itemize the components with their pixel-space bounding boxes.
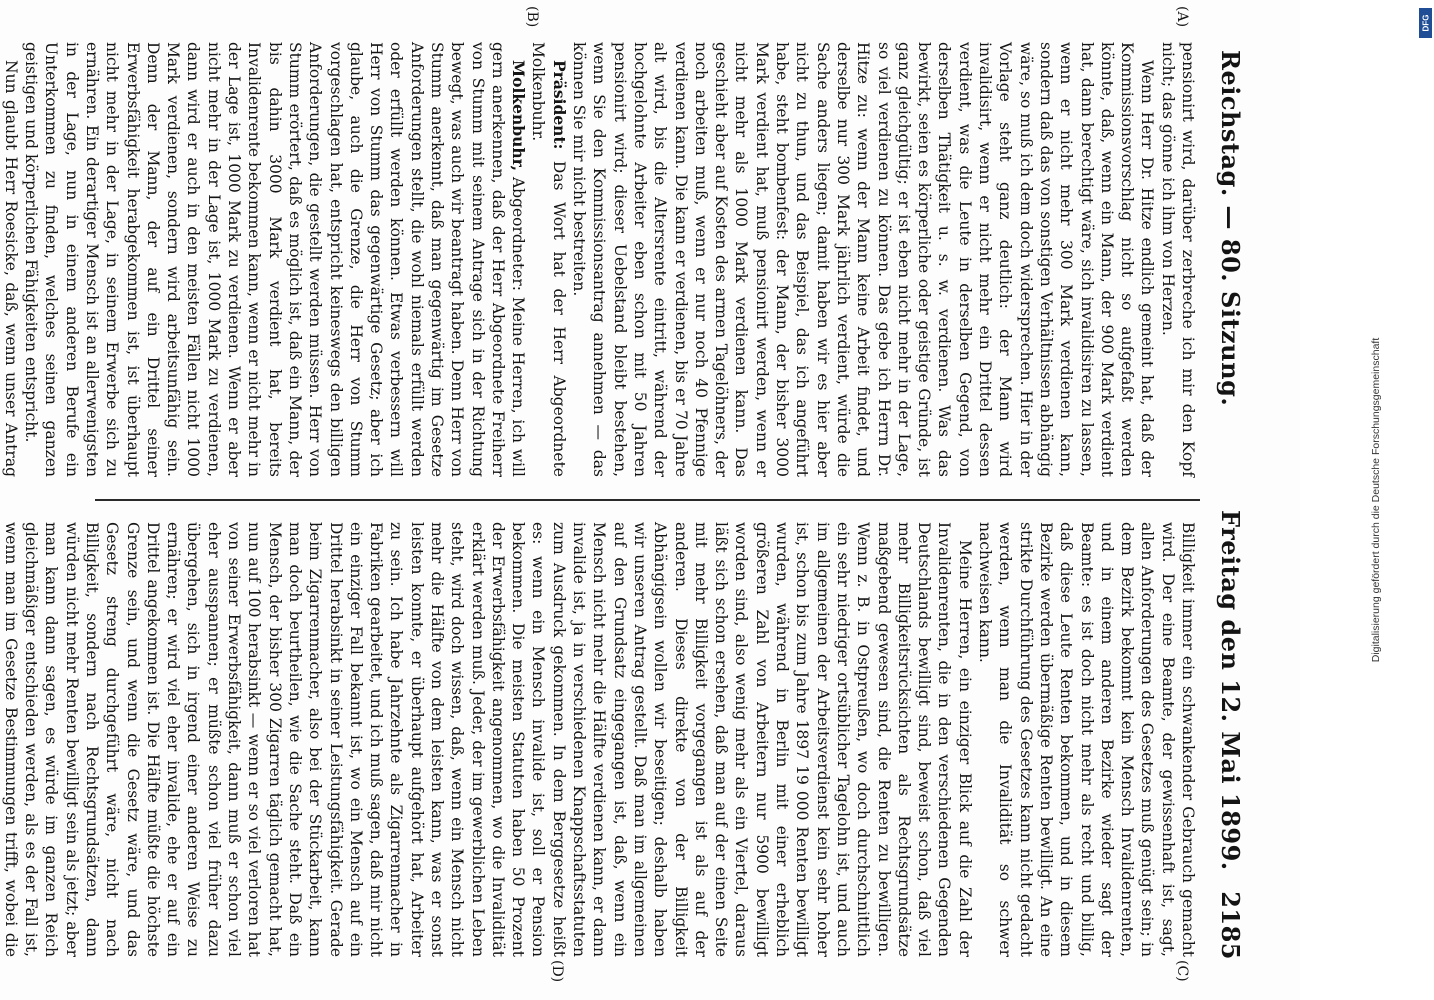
paragraph — [0, 522, 975, 957]
paragraph — [569, 42, 1158, 477]
credit-text: Digitalisierung gefördert durch die Deutsche Forschungsgemeinschaft — [1370, 337, 1382, 663]
running-header — [1205, 40, 1245, 960]
paragraph — [1157, 42, 1198, 477]
paragraph-text: Wenn Herr Dr. Hitze endlich gemeint hat, daß der Kommissionsvorschlag nicht so aufgefaßt werden könnte, daß, wenn ein Mann, der 900 Mark verdient hat, dann berechtigt wäre, sich invalidisiren zu lassen, wenn er nicht mehr 300 Mark verdienen kann, sondern daß das von sonstigen Verhältnissen abhängig wäre, so muß ich dem doch widersprechen. Hier in der Vorlage steht ganz deutlich: der Mann wird invalidisirt, wenn er nicht mehr ein Drittel dessen verdient, was die Leute in derselben Gegend, von derselben Thätigkeit u. s. w. verdienen. Was das bewirkt, seien es körperliche oder geistige Gründe, ist ganz gleichgültig; er ist eben nicht mehr in der Lage, so viel verdienen zu können. Das gebe ich Herrn Dr. Hitze zu: wenn der Mann keine Arbeit findet, und derselbe nur 300 Mark jährlich verdient, würde die Sache anders liegen; damit haben wir es hier aber nicht zu thun, und das Beispiel, das ich angeführt habe, steht bombenfest: der Mann, der bisher 3000 Mark verdient hat, muß pensionirt werden, wenn er nicht mehr als 1000 Mark verdienen kann. Das geschieht aber auf Kosten des armen Tagelöhners, der noch arbeiten muß, wenn er nur noch 40 Pfennige verdienen kann. Die kann er verdienen, bis er 70 Jahre alt wird, bis die Altersrente eintritt, während der hochgelohnte Arbeiter eben schon mit 50 Jahren pensionirt wird; dieser Uebelstand bleibt bestehen, wenn Sie den Kommissionsantrag annehmen — das können Sie mir nicht bestreiten. — [570, 42, 1157, 477]
paragraph-text: Meine Herren, ein einziger Blick auf die Zahl der Invalidenrenten, die in den verschiedenen Gegenden Deutschlands bewilligt sind, beweist schon, daß viel mehr Billigkeitsrücksichten als Rechtsgrundsätze maßgebend gewesen sind, die Renten zu bewilligen. Wenn z. B. in Ostpreußen, wo doch durchschnittlich ein sehr niedriger ortsüblicher Tagelohn ist, und auch im allgemeinen der Arbeitsverdienst kein sehr hoher ist, schon bis zum Jahre 1897 19 000 Renten bewilligt wurden, während in Berlin mit einer erheblich größeren Zahl von Arbeitern nur 5900 bewilligt worden sind, also wenig mehr als ein Viertel, daraus läßt sich schon ersehen, daß man auf der einen Seite mit mehr Billigkeit vorgegangen ist als auf der anderen. Dieses direkte von der Billigkeit Abhängigsein wollen wir beseitigen; deshalb haben wir unseren Antrag gestellt. Daß man im allgemeinen auf den Grundsatz eingegangen ist, daß, wenn ein Mensch nicht mehr die Hälfte verdienen kann, er dann invalide ist, ja in verschiedenen Knappschaftsstatuten zum Ausdruck gekommen. In dem Berggesetze heißt es: wenn ein Mensch invalide ist, soll er Pension bekommen. Die meisten Statuten haben 50 Prozent der Erwerbsfähigkeit angenommen, wo die Invalidität erklärt werden muß. Jeder, der im gewerblichen Leben steht, wird doch wissen, daß, wenn ein Mensch nicht mehr die Hälfte von dem leisten kann, was er sonst leisten konnte, er überhaupt aufgehört hat, Arbeiter zu sein. Ich habe Jahrzehnte als Zigarrenmacher in Fabriken gearbeitet, und ich muß sagen, daß mir nicht ein einziger Fall bekannt ist, wo ein Mensch auf ein Drittel herabsinkt in seiner Leistungsfähigkeit. Gerade beim Zigarrenmacher, also bei der Stückarbeit, kann man doch beurtheilen, wie die Sache steht. Daß ein Mensch, der bisher 300 Zigarren täglich gemacht hat, nun auf 100 herabsinkt — wenn er so viel verloren hat von seiner Erwerbsfähigkeit, dann muß er schon viel eher ausspannen; er müßte schon viel früher dazu übergehen, sich in irgend einer anderen Weise zu ernähren; er wird viel eher invalide, ehe er auf ein Drittel angekommen ist. Die Hälfte müßte die höchste Grenze sein, und wenn die Gesetz wäre, und das Gesetz streng durchgeführt wäre, nicht nach Billigkeit, sondern nach Rechtsgrundsätzen, dann würden nicht mehr Renten bewilligt sein als jetzt; aber man kann dann sagen, es würde im ganzen Reich gleichmäßiger entschieden werden, als es der Fall ist, wenn man im Gesetze Bestimmungen trifft, wobei die — [1, 522, 974, 957]
paragraph — [21, 42, 528, 477]
margin-marker-b: (B) — [524, 6, 540, 28]
paragraph — [528, 42, 569, 477]
dfg-logo — [1419, 8, 1432, 38]
paragraph-text: pensionirt wird, darüber zerbreche ich mir den Kopf nicht; das gönne ich ihm von Herzen. — [1158, 42, 1197, 477]
speaker-name: Molkenbuhr, — [509, 60, 529, 172]
margin-marker-a: (A) — [1174, 6, 1190, 28]
margin-marker-c: (C) — [1174, 960, 1190, 982]
paragraph — [975, 522, 1198, 957]
speaker-name: Präsident: — [549, 60, 569, 150]
header-date: Freitag den 12. Mai 1899. — [1216, 510, 1245, 871]
header-left: Reichstag. — 80. Sitzung. — [1216, 50, 1245, 407]
margin-marker-d: (D) — [549, 960, 565, 983]
paragraph-text: Das Wort hat der Herr Abgeordnete Molkenbuhr. — [529, 42, 568, 477]
left-column — [1, 42, 1198, 477]
column-divider — [95, 499, 1200, 501]
right-column — [1, 522, 1198, 957]
paragraph — [0, 42, 21, 477]
paragraph-text: Billigkeit immer ein schwankender Gebrauch gemacht wird. Der eine Beamte, der gewissenhaft ist, sagt, allen Anforderungen des Gesetzes muß genügt sein; in dem Bezirk bekommt kein Mensch Invalidenrenten, und in einem anderen Bezirke wieder sagt der Beamte: es ist doch nicht mehr als recht und billig, daß diese Leute Renten bekommen, und in diesem Bezirke werden übermäßige Renten bewilligt. An eine strikte Durchführung des Gesetzes kann nicht gedacht werden, wenn man die Invalidität so schwer nachweisen kann. — [976, 522, 1197, 957]
paragraph-text: Nun glaubt Herr Roesicke, daß, wenn unser Antrag — [1, 60, 20, 477]
logo-text: DFG — [1421, 14, 1430, 32]
page-number: 2185 — [1216, 891, 1245, 960]
paragraph-text: Abgeordneter: Meine Herren, ich will gern anerkennen, daß der Herr Abgeordnete Freiherr von Stumm mit seinem Antrage sich in der Richtung bewegt, was auch wir beantragt haben. Denn Herr von Stumm anerkennt, daß man gegenwärtig im Gesetze Anforderungen stellt, die wohl niemals erfüllt werden oder erfüllt werden können. Etwas verbessern will Herr von Stumm das gegenwärtige Gesetz; aber ich glaube, auch die Grenze, die Herr von Stumm vorgeschlagen hat, entspricht keineswegs den billigen Anforderungen, die gestellt werden müssen. Herr von Stumm erörtert, daß es möglich ist, daß ein Mann, der bis dahin 3000 Mark verdient hat, bereits Invalidenrente bekommen kann, wenn er nicht mehr in der Lage ist, 1000 Mark zu verdienen. Wenn er aber nicht mehr in der Lage ist, 1000 Mark zu verdienen, dann wird er auch in den meisten Fällen nicht 1000 Mark verdienen, sondern wird arbeitsunfähig sein. Denn der Mann, der auf ein Drittel seiner Erwerbsfähigkeit herabgekommen ist, ist überhaupt nicht mehr in der Lage, in seinem Erwerbe sich zu ernähren. Ein derartiger Mensch ist an allerwenigsten in der Lage, nun in einem anderen Berufe ein Unterkommen zu finden, welches seinen ganzen geistigen und körperlichen Fähigkeiten entspricht. — [22, 42, 528, 477]
digitization-credit — [1318, 0, 1434, 1000]
